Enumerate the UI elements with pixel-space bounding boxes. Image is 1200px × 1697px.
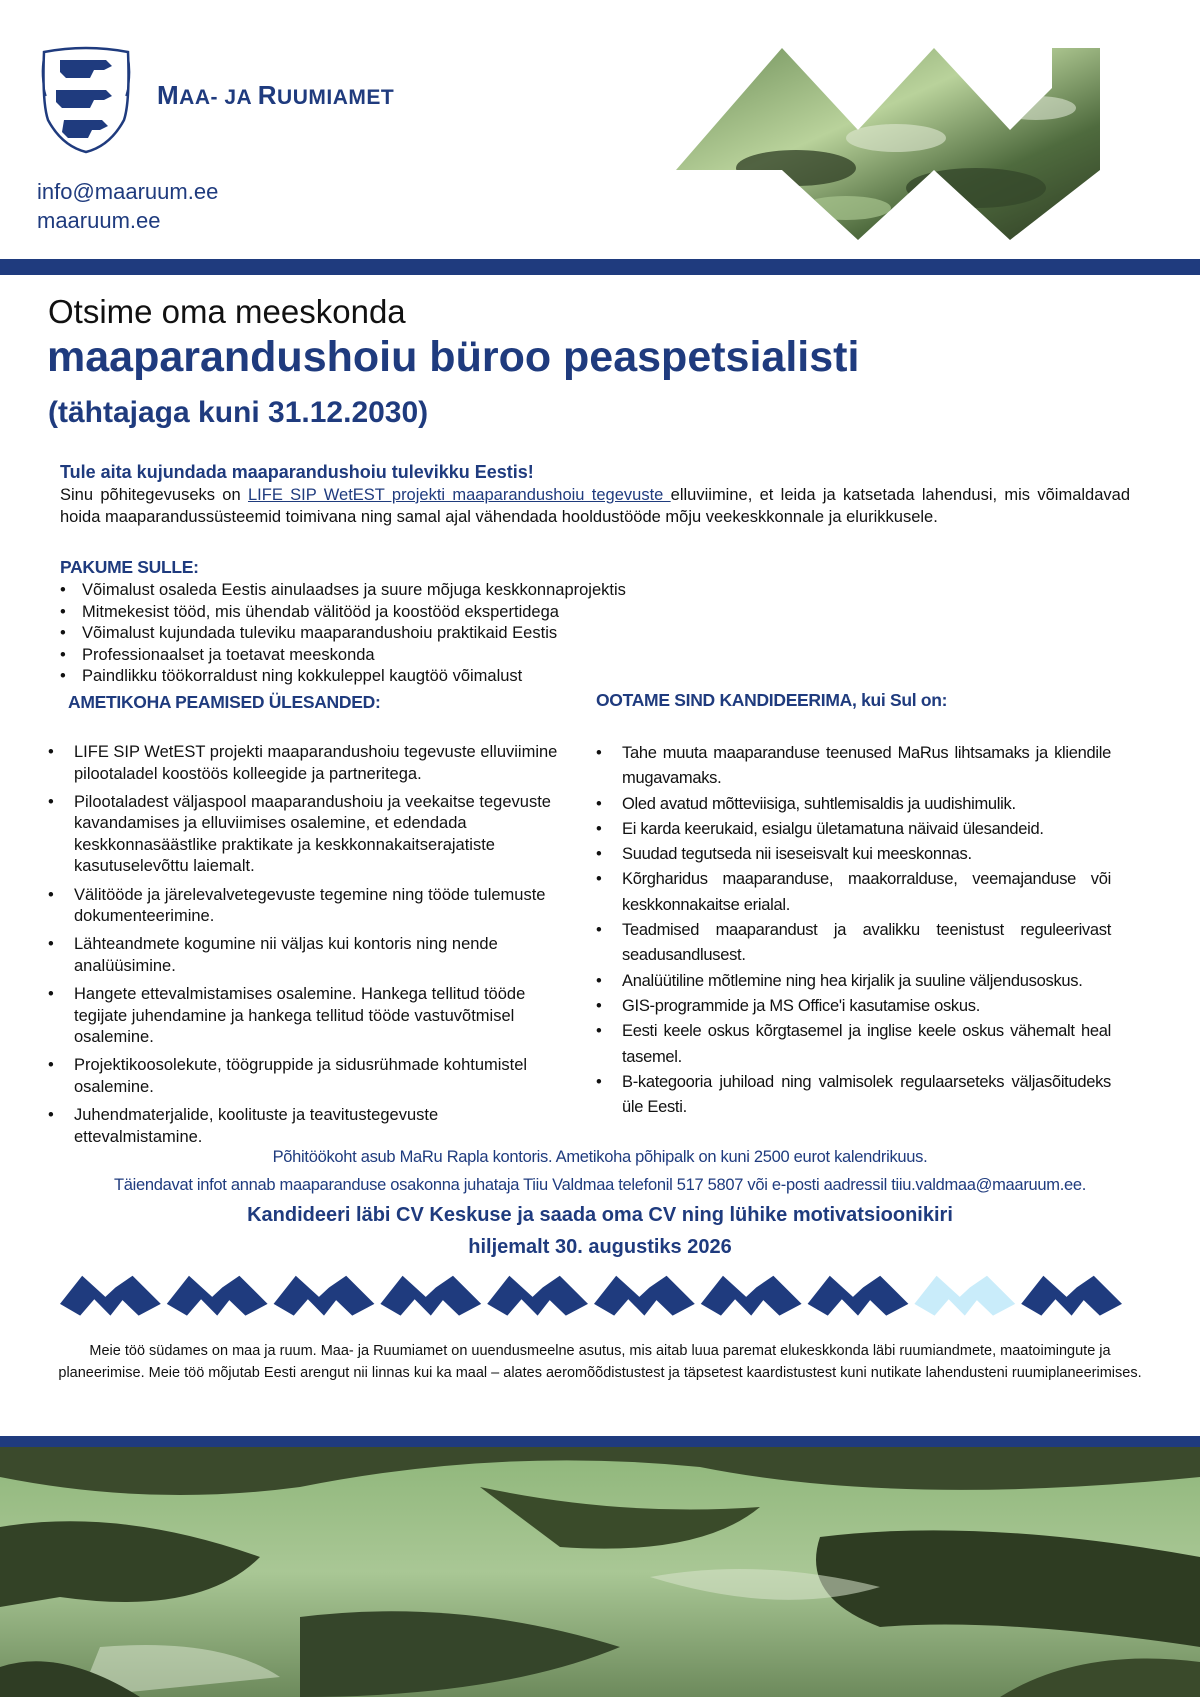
aerial-landscape-hero-image [676,48,1100,240]
intro-heading: Tule aita kujundada maaparandushoiu tulevikku Eestis! [60,462,534,482]
contact-info-text: Täiendavat infot annab maaparanduse osakonna juhataja Tiiu Valdmaa telefonil 517 5807 või e-posti aadressil tiiu.valdmaa@maaruum.ee. [113,1176,1087,1194]
duties-section [48,692,558,1155]
list-item: • Juhendmaterjalide, koolituste ja teavitustegevuste ettevalmistamine. [48,1105,558,1148]
list-item: • B-kategooria juhiload ning valmisolek regulaarseteks väljasõitudeks üle Eesti. [596,1070,1111,1121]
about-text: Meie töö südames on maa ja ruum. Maa- ja Ruumiamet on uuendusmeelne asutus, mis aitab luua paremat elukeskkonda läbi ruumiandmete, maatoimingute ja planeerimise. Meie töö mõjutab Eesti arengut nii linnas kui ka maal – alates aeromõõdistustest ja täpsetest kaardistustest kuni nutikate lahendusteni ruumiplaneerimises. [58,1343,1142,1381]
list-item: • Mitmekesist tööd, mis ühendab välitööd ja koostööd ekspertidega [60,602,1130,624]
title-eyebrow: Otsime oma meeskonda [48,293,406,330]
list-item: • Hangete ettevalmistamises osalemine. Hankega tellitud tööde tegijate juhendamine ja hankega tellitud tööde vastuvõtmisel osalemine. [48,984,558,1049]
organization-name: MAA- JA RUUMIAMET [157,80,395,110]
apply-deadline: hiljemalt 30. augustiks 2026 [468,1236,732,1258]
email-link[interactable]: info@maaruum.ee [37,179,219,204]
offer-heading: PAKUME SULLE: [60,557,199,577]
intro-section [60,462,1130,528]
duties-heading: AMETIKOHA PEAMISED ÜLESANDED: [68,692,381,712]
list-item: • Paindlikku töökorraldust ning kokkuleppel kaugtöö võimalust [60,666,1130,688]
footer-divider [0,1436,1200,1447]
requirements-section [596,690,1111,1120]
list-item: • Ei karda keerukaid, esialgu ületamatuna näivaid ülesandeid. [596,817,1111,842]
website-link[interactable]: maaruum.ee [37,208,161,233]
zigzag-unit [380,1276,481,1316]
aerial-landscape-photo [0,1447,1200,1697]
list-item: • Professionaalset ja toetavat meeskonda [60,645,1130,667]
list-item: • Eesti keele oskus kõrgtasemel ja inglise keele oskus vähemalt heal tasemel. [596,1019,1111,1070]
location-salary-text: Põhitöökoht asub MaRu Rapla kontoris. Ametikoha põhipalk on kuni 2500 eurot kalendrikuus. [272,1148,928,1166]
list-item: • Oled avatud mõtteviisiga, suhtlemisaldis ja uudishimulik. [596,792,1111,817]
project-link[interactable]: LIFE SIP WetEST projekti maaparandushoiu tegevuste [247,486,671,504]
intro-text: Sinu põhitegevuseks on LIFE SIP WetEST projekti maaparandushoiu tegevuste elluviimine, et leida ja katsetada lahendusi, mis võimaldavad hoida maaparandussüsteemid toimivana ning samal ajal vähendada hooldustööde mõju veekeskkonnale ja elurikkusele. [60,486,1131,526]
list-item: • Suudad tegutseda nii iseseisvalt kui meeskonnas. [596,842,1111,867]
zigzag-unit [60,1276,161,1316]
zigzag-decoration-icon [60,1271,1128,1318]
list-item: • Välitööde ja järelevalvetegevuste tegemine ning tööde tulemuste dokumenteerimine. [48,885,558,928]
zigzag-unit [487,1276,588,1316]
list-item: • GIS-programmide ja MS Office'i kasutamise oskus. [596,994,1111,1019]
offer-section [60,557,1130,688]
zigzag-unit [594,1276,695,1316]
list-item: • Lähteandmete kogumine nii väljas kui kontoris ning nende analüüsimine. [48,934,558,977]
job-title: maaparandushoiu büroo peaspetsialisti [47,333,860,381]
list-item: • Teadmised maaparandust ja avalikku teenistust reguleerivast seadusandlusest. [596,918,1111,969]
list-item: • Analüütiline mõtlemine ning hea kirjalik ja suuline väljendusoskus. [596,969,1111,994]
list-item: • Võimalust osaleda Eestis ainulaadses ja suure mõjuga keskkonnaprojektis [60,580,1130,602]
zigzag-unit [914,1276,1015,1316]
list-item: • Kõrgharidus maaparanduse, maakorralduse, veemajanduse või keskkonnakaitse erialal. [596,867,1111,918]
apply-instruction: Kandideeri läbi CV Keskuse ja saada oma CV ning lühike motivatsioonikiri [247,1204,953,1226]
contact-block [37,177,218,235]
zigzag-unit [1021,1276,1122,1316]
zigzag-unit [808,1276,909,1316]
zigzag-unit [274,1276,375,1316]
zigzag-unit [167,1276,268,1316]
list-item: • Tahe muuta maaparanduse teenused MaRus lihtsamaks ja kliendile mugavamaks. [596,741,1111,792]
coat-of-arms-logo-icon [36,46,136,154]
header-divider [0,259,1200,275]
list-item: • Võimalust kujundada tuleviku maaparandushoiu praktikaid Eestis [60,623,1130,645]
requirements-heading: OOTAME SIND KANDIDEERIMA, kui Sul on: [596,690,948,710]
job-term: (tähtajaga kuni 31.12.2030) [48,396,429,429]
list-item: • Pilootaladest väljaspool maaparandushoiu ja veekaitse tegevuste kavandamises ja elluviimises osalemine, et edendada keskkonnasäästlike praktikate ja keskkonnakaitserajatiste kasutuselevõttu laiemalt. [48,792,558,878]
zigzag-unit [701,1276,802,1316]
list-item: • LIFE SIP WetEST projekti maaparandushoiu tegevuste elluviimine pilootaladel koostöös kolleegide ja partneritega. [48,742,558,785]
list-item: • Projektikoosolekute, töögruppide ja sidusrühmade kohtumistel osalemine. [48,1055,558,1098]
